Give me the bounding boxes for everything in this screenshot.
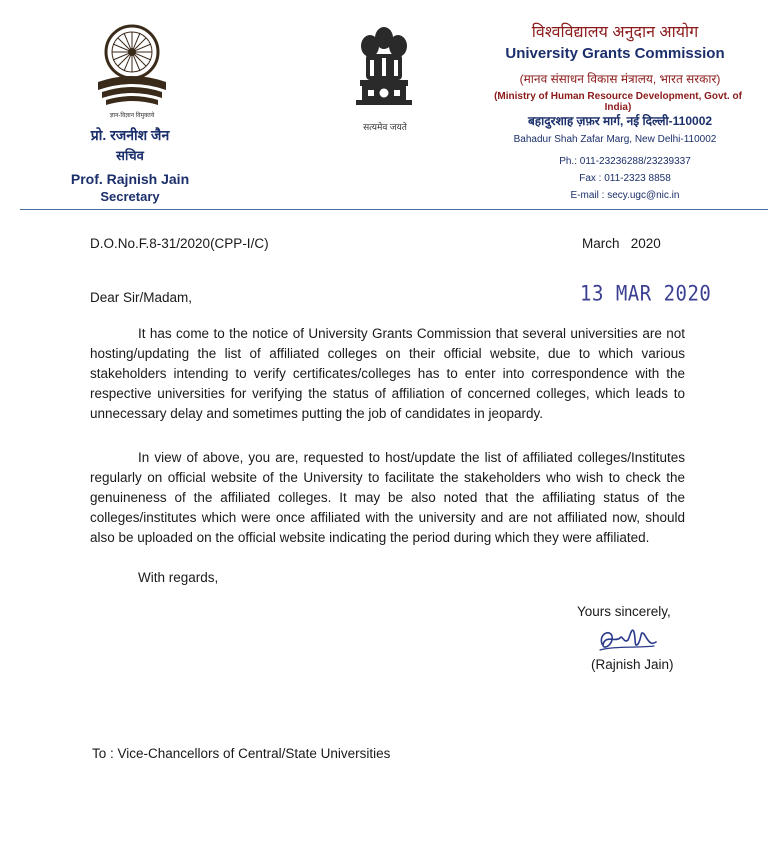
secretary-name: Prof. Rajnish Jain [70, 171, 190, 187]
secretary-hindi-title: सचिव [116, 148, 144, 163]
body-paragraph: In view of above, you are, requested to host/update the list of affiliated colleges/Institutes regularly on official website of the University to facilitate the stakeholders who wish to check the genuineness of the affiliated colleges. It may be also noted that the affiliating status of the colleges/institutes which were once affiliated with the university and are not affiliated now, should also be uploaded on the official website indicating the period during which they were affiliated. [90, 450, 685, 545]
ministry-name: (Ministry of Human Resource Development, Govt. of India) [494, 91, 742, 113]
phone-number: Ph.: 011-23236288/23239337 [559, 156, 691, 167]
signature-icon [594, 622, 664, 656]
ashoka-emblem-icon [350, 24, 418, 116]
secretary-title: Secretary [100, 189, 160, 204]
recipients: To : Vice-Chancellors of Central/State Universities [92, 746, 391, 761]
ugc-logo-icon [92, 20, 172, 116]
salutation: Dear Sir/Madam, [90, 290, 193, 305]
received-date-stamp: 13 MAR 2020 [580, 281, 712, 307]
fax-number: Fax : 011-2323 8858 [579, 173, 671, 184]
header-divider [20, 209, 768, 210]
valediction: Yours sincerely, [577, 604, 671, 619]
closing-regards: With regards, [138, 570, 219, 585]
address-hindi: बहादुरशाह ज़फ़र मार्ग, नई दिल्ली-110002 [527, 114, 713, 128]
email-address: E-mail : secy.ugc@nic.in [570, 190, 680, 201]
emblem-motto: सत्यमेव जयते [363, 122, 407, 132]
org-name: University Grants Commission [505, 45, 725, 62]
ministry-hindi: (मानव संसाधन विकास मंत्रालय, भारत सरकार) [519, 72, 721, 86]
reference-number: D.O.No.F.8-31/2020(CPP-I/C) [90, 236, 269, 251]
secretary-hindi-name: प्रो. रजनीश जैन [90, 127, 170, 143]
org-hindi-name: विश्वविद्यालय अनुदान आयोग [531, 24, 699, 41]
signer-name: (Rajnish Jain) [591, 657, 674, 672]
logo-caption: ज्ञान-विज्ञान विमुक्तये [109, 113, 155, 119]
body-paragraph: It has come to the notice of University Grants Commission that several universities are not hosting/updating the list of affiliated colleges on their official website, due to which various stakeholders intending to verify certificates/colleges has to enter into correspondence with the respective universities for verifying the status of affiliation of concerned colleges, which leads to unnecessary delay and sometimes putting the job of candidates in jeopardy. [90, 326, 685, 421]
address: Bahadur Shah Zafar Marg, New Delhi-110002 [513, 134, 717, 145]
letter-date: March 2020 [582, 236, 661, 251]
